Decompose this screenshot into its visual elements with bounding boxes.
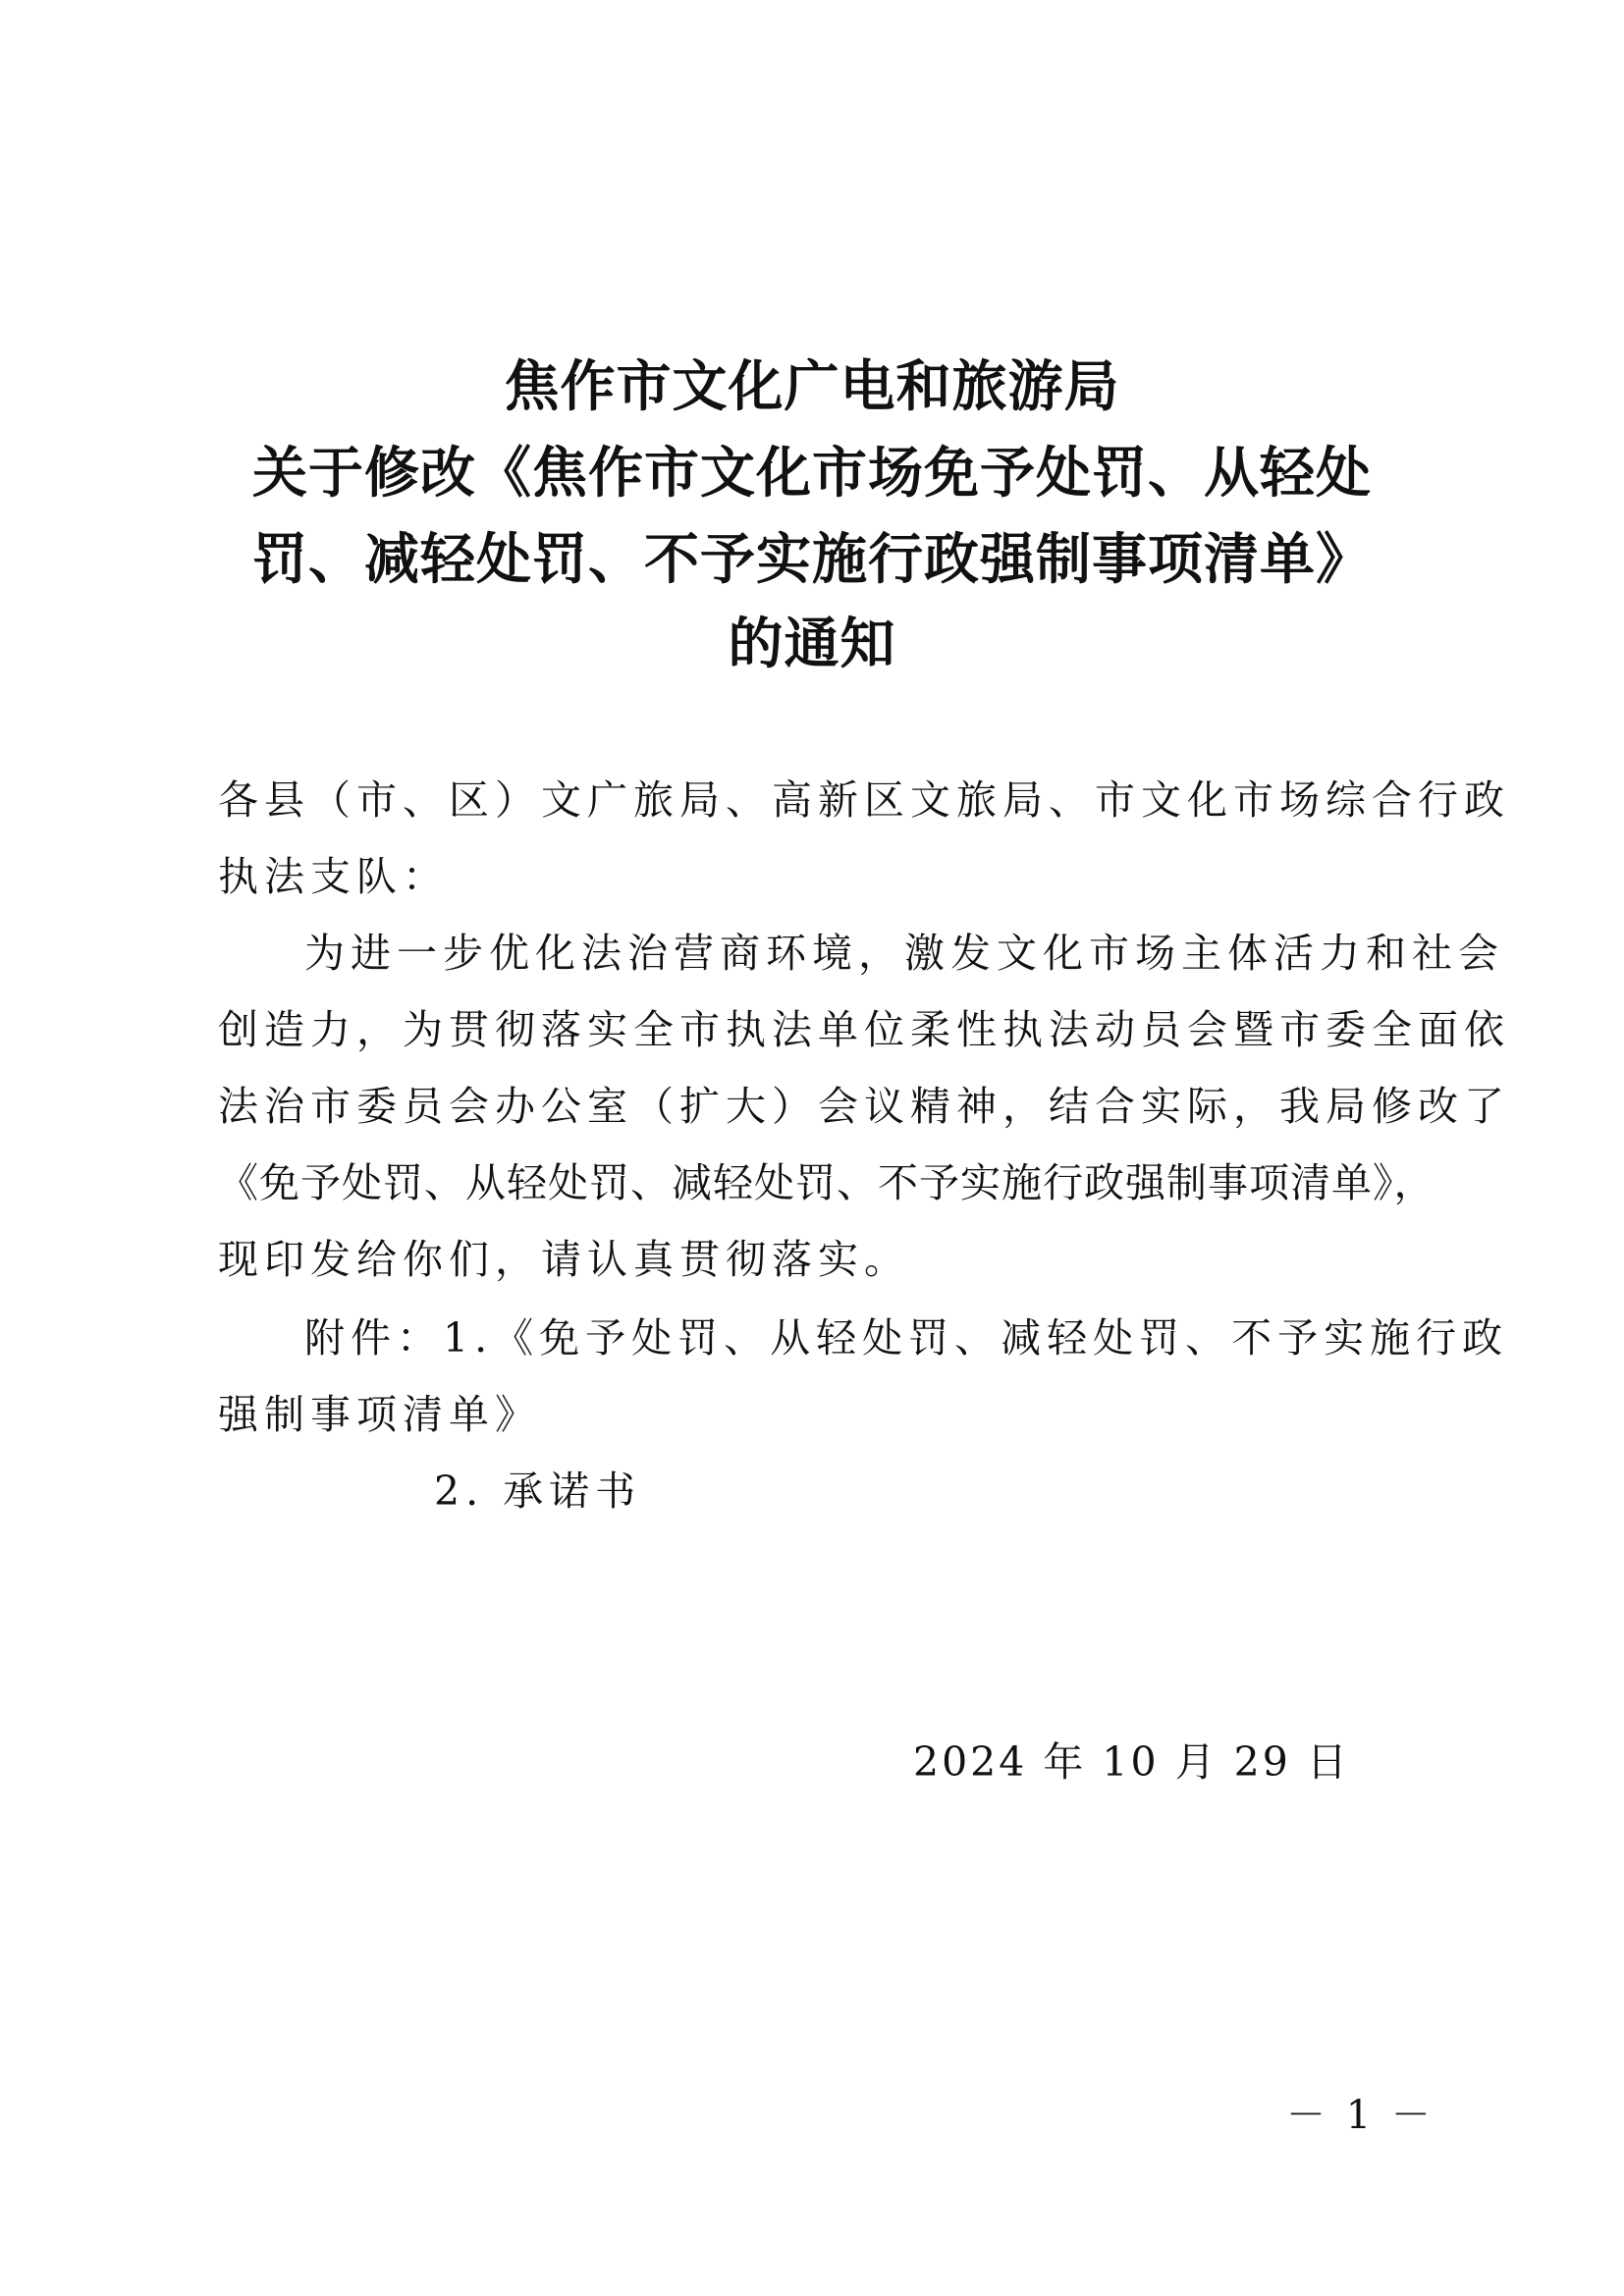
recipients-line-1: 各县（市、区）文广旅局、高新区文旅局、市文化市场综合行政 <box>218 776 1510 824</box>
title-line-3: 罚、减轻处罚、不予实施行政强制事项清单》 <box>252 527 1372 592</box>
document-date: 2024 年 10 月 29 日 <box>913 1738 1350 1786</box>
title-line-1: 焦作市文化广电和旅游局 <box>504 354 1120 419</box>
attachment-line-1: 附件：1.《免予处罚、从轻处罚、减轻处罚、不予实施行政 <box>304 1314 1509 1362</box>
paragraph-line-3: 法治市委员会办公室（扩大）会议精神，结合实际，我局修改了 <box>218 1083 1510 1130</box>
paragraph-line-4: 《免予处罚、从轻处罚、减轻处罚、不予实施行政强制事项清单》， <box>218 1159 1435 1206</box>
paragraph-line-2: 创造力，为贯彻落实全市执法单位柔性执法动员会暨市委全面依 <box>218 1006 1510 1053</box>
recipients-line-2: 执法支队： <box>218 853 449 900</box>
title-line-4: 的通知 <box>728 612 896 676</box>
page-number: － 1 － <box>1286 2093 1435 2138</box>
paragraph-line-1: 为进一步优化法治营商环境，激发文化市场主体活力和社会 <box>304 930 1504 977</box>
title-line-2: 关于修改《焦作市文化市场免予处罚、从轻处 <box>252 441 1372 506</box>
paragraph-line-5: 现印发给你们，请认真贯彻落实。 <box>218 1236 910 1283</box>
attachment-line-2: 强制事项清单》 <box>218 1391 541 1438</box>
attachment-item-2: 2. 承诺书 <box>434 1468 642 1515</box>
